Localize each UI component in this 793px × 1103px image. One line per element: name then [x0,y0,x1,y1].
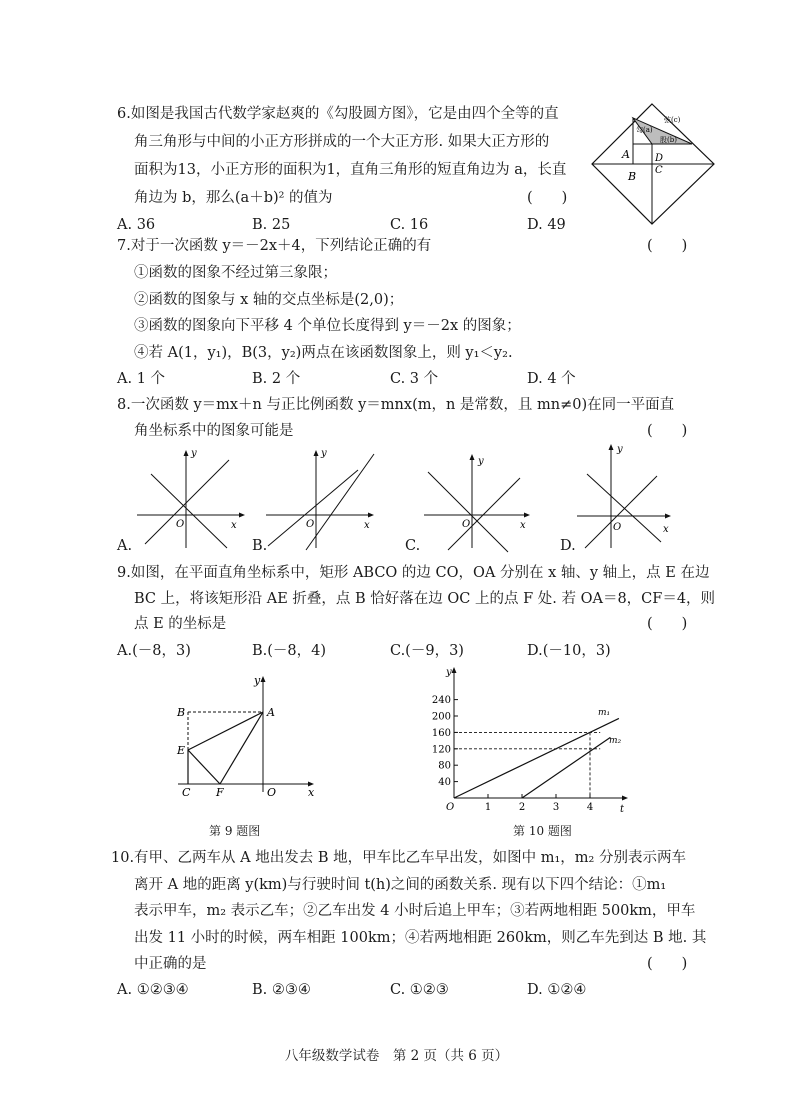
q10-line-4: 出发 11 小时的时候，两车相距 100km；④若两地相距 260km，则乙车先到达 B 地. 其 [134,930,707,946]
q7-item-1: ①函数的图象不经过第三象限； [134,265,337,281]
q6-option-b: B. 25 [252,217,291,233]
origin-label: O [446,802,455,813]
q6-figure-pythagoras-square [588,100,718,225]
y-axis-arrow [314,450,319,456]
graph-line-1 [587,474,661,542]
label-F: F [216,786,224,799]
origin-label: O [306,519,315,530]
x-axis-arrow [239,513,245,518]
label-m1: m₁ [598,708,611,718]
q10-line-3: 表示甲车，m₂ 表示乙车；②乙车出发 4 小时后追上甲车；③若两地相距 500km，甲车 [134,903,696,919]
x-tick-label: 2 [518,802,526,813]
y-axis-arrow [184,450,189,456]
y-label: y [191,448,197,459]
x-axis-arrow [665,514,671,519]
tick-group [432,695,593,813]
q7-option-b: B. 2 个 [252,371,301,387]
q8-option-b: B. [252,538,268,554]
q8-graph-d [573,440,683,552]
y-axis-arrow [470,454,475,460]
q9-line-2: BC 上，将该矩形沿 AE 折叠，点 B 恰好落在边 OC 上的点 F 处. 若 OA＝8，CF＝4，则 [134,591,716,607]
label-C: C [182,786,191,799]
q6-line-4: 角边为 b，那么(a＋b)² 的值为 [134,190,333,206]
origin-label: O [462,519,471,530]
label-C: C [655,165,663,176]
graph-line-1 [268,470,358,546]
label-gu: 股(b) [660,136,677,144]
q7-item-2: ②函数的图象与 x 轴的交点坐标是(2,0)； [134,292,404,308]
y-tick-label: 160 [431,727,451,739]
graph-line-2 [448,478,520,550]
small-square [633,144,652,164]
x-axis-arrow [524,513,530,518]
y-axis-label: y [446,667,452,678]
q10-option-b: B. ②③④ [252,982,311,998]
label-A: A [267,706,275,719]
y-axis-arrow [261,676,266,682]
q10-option-a: A. ①②③④ [117,982,189,998]
y-label: y [478,456,484,467]
q9-option-b: B.(－8，4) [252,643,327,659]
label-gou: 勾(a) [636,126,653,134]
label-B: B [177,706,186,719]
q10-option-d: D. ①②④ [527,982,587,998]
x-axis-arrow [368,513,374,518]
q7-answer-paren: ( ) [647,238,688,254]
line-m2 [522,737,610,798]
q9-option-a: A.(－8，3) [117,643,191,659]
page-footer: 八年级数学试卷 第 2 页（共 6 页） [284,1048,509,1064]
y-tick-label: 80 [438,760,451,772]
label-m2: m₂ [609,736,622,746]
q8-option-a: A. [117,538,133,554]
q7-stem: 7.对于一次函数 y＝－2x＋4，下列结论正确的有 [117,238,432,254]
q9-option-d: D.(－10，3) [527,643,611,659]
q10-option-c: C. ①②③ [390,982,449,998]
label-hyp: 弦(c) [664,116,681,124]
graph-line-2 [585,476,657,548]
label-B: B [628,170,637,183]
graph-line-1 [428,472,508,552]
y-axis-arrow [609,444,614,450]
label-E: E [177,744,186,757]
segment-EF [188,750,220,784]
q6-option-d: D. 49 [527,217,566,233]
y-label: y [617,444,623,455]
x-label: x [663,524,669,535]
q7-option-a: A. 1 个 [117,371,166,387]
q6-line-1: 6.如图是我国古代数学家赵爽的《勾股圆方图》，它是由四个全等的直 [117,106,559,122]
q10-line-5: 中正确的是 [134,956,207,972]
q10-answer-paren: ( ) [647,956,688,972]
x-label: x [364,520,370,531]
label-A: A [622,148,630,161]
q10-caption: 第 10 题图 [513,824,572,838]
q8-graph-a [133,448,248,553]
x-tick-label: 4 [586,802,594,813]
q9-answer-paren: ( ) [647,616,688,632]
q8-option-d: D. [560,538,576,554]
q7-item-3: ③函数的图象向下平移 4 个单位长度得到 y＝－2x 的图象； [134,318,521,334]
q10-chart [420,665,640,815]
q10-line-1: 10.有甲、乙两车从 A 地出发去 B 地，甲车比乙车早出发，如图中 m₁，m₂ 分别表示两车 [111,850,686,866]
label-O: O [267,786,277,799]
y-tick-label: 240 [431,695,451,707]
q8-option-c: C. [405,538,421,554]
q9-line-1: 9.如图，在平面直角坐标系中，矩形 ABCO 的边 CO，OA 分别在 x 轴、y 轴上，点 E 在边 [117,565,710,581]
graph-line-2 [151,474,227,548]
origin-label: O [613,522,622,533]
q6-line-2: 角三角形与中间的小正方形拼成的一个大正方形. 如果大正方形的 [134,134,550,150]
x-tick-label: 1 [484,802,492,813]
label-D: D [655,153,664,164]
label-x: x [308,786,315,799]
q6-line-3: 面积为13，小正方形的面积为1，直角三角形的短直角边为 a，长直 [134,162,567,178]
q6-answer-paren: ( ) [527,190,568,206]
q7-option-d: D. 4 个 [527,371,576,387]
y-tick-label: 120 [431,744,451,756]
x-label: x [520,520,526,531]
q6-option-a: A. 36 [117,217,156,233]
q9-line-3: 点 E 的坐标是 [134,616,227,632]
x-tick-label: 3 [552,802,560,813]
line-m1 [454,718,619,798]
x-label: x [231,520,237,531]
q8-graph-c [420,448,535,553]
q9-caption: 第 9 题图 [209,824,261,838]
x-axis-label: t [620,804,625,815]
origin-label: O [176,519,185,530]
q9-figure [170,672,320,797]
y-tick-label: 40 [438,777,451,789]
q8-line-1: 8.一次函数 y＝mx＋n 与正比例函数 y＝mnx(m，n 是常数，且 mn≠0)在同一平面直 [117,397,675,413]
q8-line-2: 角坐标系中的图象可能是 [134,423,294,439]
q6-option-c: C. 16 [390,217,429,233]
label-y: y [254,674,261,687]
q9-option-c: C.(－9，3) [390,643,464,659]
q10-line-2: 离开 A 地的距离 y(km)与行驶时间 t(h)之间的函数关系. 现有以下四个结论：①m₁ [134,877,667,893]
q8-graph-b [262,448,380,553]
y-tick-label: 200 [431,711,451,723]
q8-answer-paren: ( ) [647,423,688,439]
q7-item-4: ④若 A(1，y₁)，B(3，y₂)两点在该函数图象上，则 y₁＜y₂. [134,345,513,361]
x-axis-arrow [622,796,628,801]
q7-option-c: C. 3 个 [390,371,439,387]
y-axis-arrow [452,667,457,673]
graph-line-1 [145,460,229,544]
y-label: y [321,448,327,459]
